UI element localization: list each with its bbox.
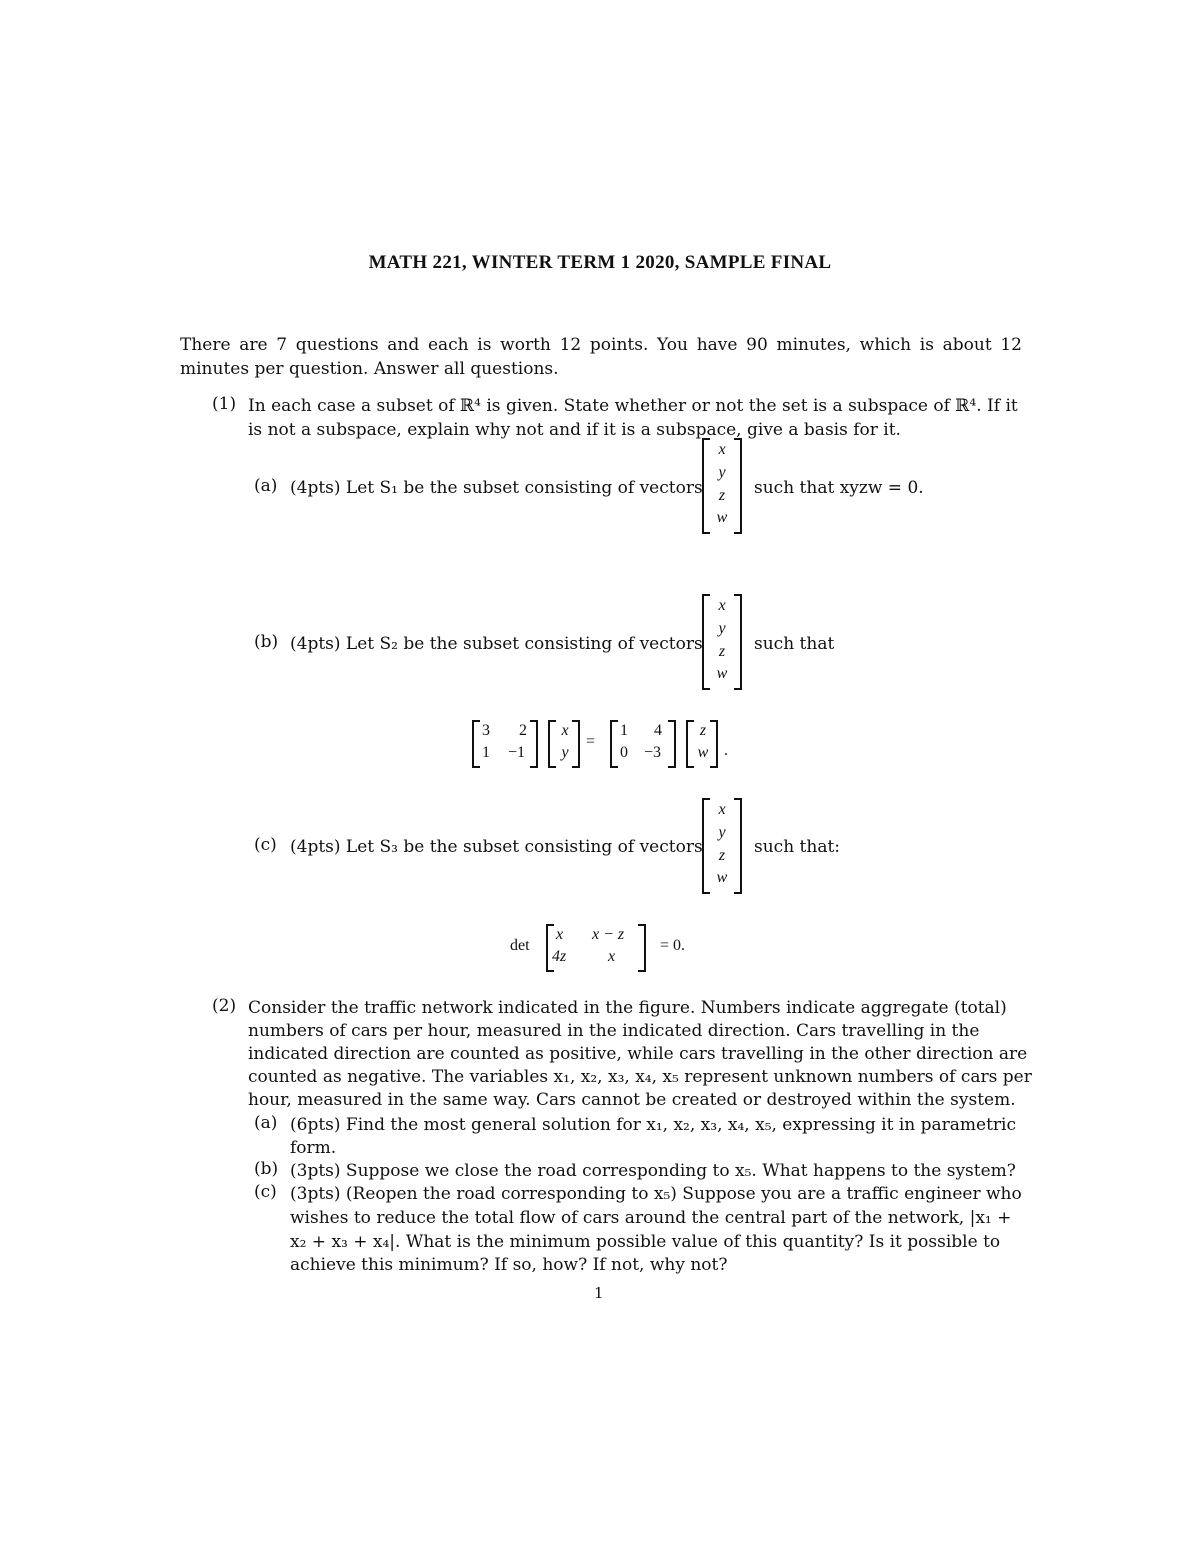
matrix-entry: 2 [519,722,527,739]
q2c-label: (c) [254,1182,277,1202]
det-rhs: = 0. [660,937,686,954]
matrix-entry: 1 [620,722,628,739]
q1b-text: (4pts) Let S₂ be the subset consisting of vectors [290,634,703,654]
vec-entry: w [697,744,709,761]
q1b-condition: such that [754,634,835,654]
q2-line: counted as negative. The variables x₁, x₂, x₃, x₄, x₅ represent unknown numbers of cars per [248,1067,1032,1087]
q1c-condition: such that: [754,837,841,857]
q1c-label: (c) [254,835,277,855]
matrix-entry: 4 [654,722,662,739]
matrix-entry: 0 [620,744,628,761]
q1b-matrix-equation [472,720,732,770]
period: . [724,742,728,759]
q1a-label: (a) [254,476,278,496]
intro-paragraph: There are 7 questions and each is worth 12 points. You have 90 minutes, which is about 12 minutes per question. Answer all questions. [180,335,1022,379]
vec-entry: y [718,824,726,841]
equals-sign: = [586,733,596,750]
q2a-label: (a) [254,1113,278,1133]
q1b-column-vector [702,594,742,690]
q1-number: (1) [212,394,237,414]
q2-line: numbers of cars per hour, measured in the indicated direction. Cars travelling in the [248,1021,980,1041]
vec-entry: w [716,665,728,682]
vec-entry: w [716,869,728,886]
vec-entry: z [718,847,726,864]
q1-text-line1: In each case a subset of ℝ⁴ is given. State whether or not the set is a subspace of ℝ⁴. If it [248,396,1018,416]
q2-line: hour, measured in the same way. Cars cannot be created or destroyed within the system. [248,1090,1016,1110]
q1a-column-vector [702,438,742,534]
q2c-line2: wishes to reduce the total flow of cars around the central part of the network, |x₁ + [290,1208,1012,1228]
matrix-entry: x − z [592,926,625,943]
q2c-line4: achieve this minimum? If so, how? If not, why not? [290,1255,728,1275]
q2a-line2: form. [290,1138,337,1158]
page-number: 1 [594,1284,604,1302]
matrix-entry: x [608,948,616,965]
q2-line: indicated direction are counted as positive, while cars travelling in the other direction are [248,1044,1028,1064]
matrix-entry: 3 [482,722,490,739]
q2-line: Consider the traffic network indicated in the figure. Numbers indicate aggregate (total) [248,998,1007,1018]
matrix-entry: 4z [552,948,567,965]
q2a-line1: (6pts) Find the most general solution for x₁, x₂, x₃, x₄, x₅, expressing it in parametric [290,1115,1016,1135]
q1a-condition: such that xyzw = 0. [754,478,924,498]
q2-number: (2) [212,996,237,1016]
q1c-text: (4pts) Let S₃ be the subset consisting of vectors [290,837,703,857]
vec-entry: y [561,744,569,761]
vec-entry: y [718,464,726,481]
vec-entry: z [718,487,726,504]
vec-entry: z [718,643,726,660]
vec-entry: x [718,801,726,818]
vec-entry: z [699,722,707,739]
matrix-entry: 1 [482,744,490,761]
q1b-label: (b) [254,632,279,652]
q1-text-line2: is not a subspace, explain why not and if it is a subspace, give a basis for it. [248,420,901,440]
matrix-entry: −3 [644,744,662,761]
q2c-line1: (3pts) (Reopen the road corresponding to x₅) Suppose you are a traffic engineer who [290,1184,1022,1204]
det-label: det [510,937,530,954]
vec-entry: x [718,597,726,614]
vec-entry: y [718,620,726,637]
q1c-column-vector [702,798,742,894]
matrix-entry: −1 [508,744,526,761]
q1a-text: (4pts) Let S₁ be the subset consisting of vectors [290,478,703,498]
exam-title: MATH 221, WINTER TERM 1 2020, SAMPLE FINAL [368,252,832,273]
q1c-determinant [510,924,700,974]
vec-entry: x [718,441,726,458]
q2c-line3: x₂ + x₃ + x₄|. What is the minimum possible value of this quantity? Is it possible to [290,1232,1001,1252]
q2b-line1: (3pts) Suppose we close the road corresponding to x₅. What happens to the system? [290,1161,1016,1181]
vec-entry: w [716,509,728,526]
vec-entry: x [561,722,569,739]
matrix-entry: x [556,926,564,943]
q2b-label: (b) [254,1159,279,1179]
